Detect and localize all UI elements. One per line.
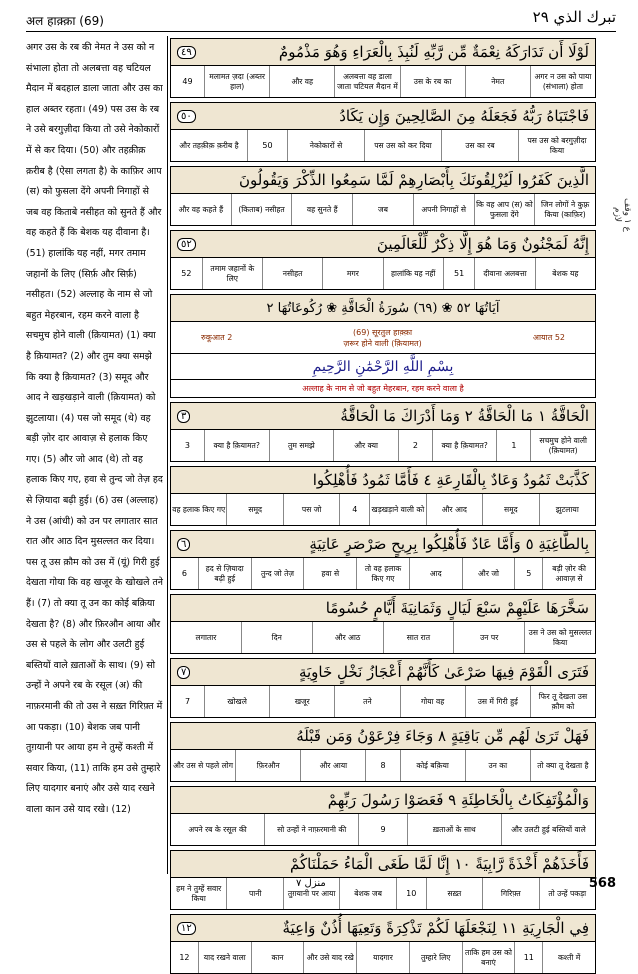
word-meaning-cell: कश्ती में — [542, 942, 595, 973]
bismillah: بِسْمِ اللَّهِ الرَّحْمَٰنِ الرَّحِيمِ — [170, 354, 596, 380]
word-meaning-cell: 9 — [358, 814, 407, 845]
ayah-line — [170, 594, 596, 622]
ayah-text: بِالطَّاغِيَةِ ٥ وَأَمَّا عَادٌ فَأُهْلِكُوا بِرِيحٍ صَرْصَرٍ عَاتِيَةٍ — [309, 535, 589, 553]
ayah-number: ٦ — [177, 538, 190, 551]
ayah-blocks-top — [170, 38, 596, 290]
word-meaning-row — [170, 814, 596, 846]
word-meaning-cell: और वह — [269, 66, 334, 97]
translation-column — [26, 38, 163, 870]
translation-segment: समूद और आद ने खड़खड़ाने वाली (क़ियामत) को झुटलाया। (4) पस जो समूद (थे) वह बड़ी ज़ोर दार आवाज़ से हलाक किए गए। (5) — [26, 371, 156, 465]
ayah-text: فَاجْتَبَاهُ رَبُّهُ فَجَعَلَهُ مِنَ الصَّالِحِينَ وَإِن يَكَادُ — [339, 107, 589, 125]
word-meaning-cell: हवा से — [303, 558, 356, 589]
translation-segment: और फ़िरऔन आया और उस से पहले के लोग और उलटी हुई बस्तियों वाले ख़ताओं के साथ। (9) सो उन्हों ने अपने रब के रसूल (अ) की नाफ़रमानी की तो उस ने सख़्त गिरिफ़्त में आ पकड़ा। (10) — [26, 618, 163, 733]
word-meaning-cell: सख़्त — [426, 878, 482, 909]
word-meaning-cell: जिन लोगों ने कुफ़्र किया (काफ़िर) — [534, 194, 595, 225]
ayah-line — [170, 466, 596, 494]
word-meaning-cell: 51 — [443, 258, 475, 289]
word-meaning-cell: पस उस को कर दिया — [364, 130, 441, 161]
word-meaning-cell: नसीहत — [262, 258, 322, 289]
bismillah-translation: अल्लाह के नाम से जो बहुत मेहरबान, रहम करने वाला है — [170, 380, 596, 398]
translation-segment: हालांकि यह नहीं, मगर तमाम जहानों के लिए (सिर्फ़ और सिर्फ़) नसीहत। (52) — [26, 247, 146, 301]
ayah-line — [170, 102, 596, 130]
word-meaning-cell: हम ने तुम्हें सवार किया — [176, 883, 222, 903]
ayah-line — [170, 850, 596, 878]
word-meaning-cell: उस के रब का — [400, 66, 465, 97]
word-meaning-cell: तुन्द जो तेज़ — [251, 558, 304, 589]
word-meaning-cell: पस उस को बरगुज़ीदा किया — [518, 130, 595, 161]
word-meaning-cell: हद से ज़ियादा बढ़ी हुई — [198, 558, 251, 589]
word-meaning-cell: 7 — [184, 696, 191, 706]
word-meaning-cell: नेमत — [465, 66, 530, 97]
translation-segment: तो क्या तू उन का कोई बक़िया देखता है? (8) — [26, 598, 155, 630]
surah-heading-text: آيَاتُهَا ٥٢ ❀ (٦٩) سُورَةُ الْحَاقَّةِ ❀ رُكُوعَاتُهَا ٢ — [266, 300, 500, 316]
ayah-number: ٣ — [177, 410, 190, 423]
translation-segment: अगर उस के रब की नेमत ने उस को न संभाला होता तो अलबत्ता वह चटियल मैदान में बदहाल डाला जाता और उस का हाल अब्तर रहता। (49) — [26, 42, 163, 115]
word-meaning-cell: 1 — [496, 430, 530, 461]
translation-segment: पस उस के रब ने उसे बरगुज़ीदा किया तो उसे नेकोकारों में से कर दिया। (50) — [26, 103, 160, 156]
word-meaning-cell: कोई बक़िया — [400, 750, 465, 781]
word-meaning-row — [170, 258, 596, 290]
surah-heading — [170, 294, 596, 322]
word-meaning-cell: तुग़यानी पर आया — [283, 878, 339, 909]
word-meaning-cell: और तहक़ीक़ क़रीब है — [179, 140, 239, 150]
word-meaning-cell: समूद — [482, 494, 538, 525]
ruku-mark: ع ١ وقف لازم — [612, 198, 632, 232]
ayah-line — [170, 402, 596, 430]
word-meaning-cell: अपनी निगाहों से — [413, 194, 474, 225]
word-meaning-cell: 6 — [181, 568, 187, 578]
word-meaning-cell: अलबत्ता वह डाला जाता चटियल मैदान में — [334, 66, 399, 97]
word-meaning-cell: सचमुच होने वाली (क़ियामत) — [530, 430, 595, 461]
word-meaning-cell: मलामत ज़दा (अब्तर हाल) — [204, 66, 269, 97]
ayah-text: فَهَلْ تَرَىٰ لَهُم مِّن بَاقِيَةٍ ٨ وَجَاءَ فِرْعَوْنُ وَمَن قَبْلَهُ — [296, 727, 589, 745]
word-meaning-cell: नेकोकारों से — [287, 130, 364, 161]
ayah-text: سَخَّرَهَا عَلَيْهِمْ سَبْعَ لَيَالٍ وَثَمَانِيَةَ أَيَّامٍ حُسُومًا — [325, 599, 589, 617]
word-meaning-cell: पानी — [226, 878, 282, 909]
word-meaning-cell: खोखले — [204, 686, 269, 717]
ayah-line — [170, 658, 596, 686]
ayah-text: وَالْمُؤْتَفِكَاتُ بِالْخَاطِئَةِ ٩ فَعَصَوْا رَسُولَ رَبِّهِمْ — [327, 791, 589, 809]
manzil-label: منزل ٧ — [296, 878, 326, 889]
word-meaning-cell: वह हलाक किए गए — [172, 504, 226, 514]
ayah-text: فَأَخَذَهُمْ أَخْذَةً رَّابِيَةً ١٠ إِنَّا لَمَّا طَغَى الْمَاءُ حَمَلْنَاكُمْ — [290, 855, 589, 873]
ayah-text: فِي الْجَارِيَةِ ١١ لِنَجْعَلَهَا لَكُمْ تَذْكِرَةً وَتَعِيَهَا أُذُنٌ وَاعِيَةٌ — [282, 919, 589, 937]
ayah-number: ٥٠ — [177, 110, 196, 123]
word-meaning-cell: 12 — [179, 952, 190, 962]
ayah-text: الَّذِينَ كَفَرُوا لَيُزْلِقُونَكَ بِأَبْصَارِهِمْ لَمَّا سَمِعُوا الذِّكْرَ وَيَقُولُونَ — [238, 171, 589, 189]
word-meaning-cell: सात रात — [383, 622, 454, 653]
word-meaning-cell: और आठ — [312, 622, 383, 653]
word-meaning-cell: 11 — [514, 942, 542, 973]
word-meaning-cell: क्या है क़ियामत? — [432, 430, 497, 461]
page-footer — [26, 878, 616, 896]
word-meaning-cell: 8 — [365, 750, 399, 781]
column-divider — [167, 36, 168, 874]
ayah-number: ٥٢ — [177, 238, 196, 251]
word-meaning-cell: उस में गिरी हुई — [465, 686, 530, 717]
word-meaning-cell: और आया — [300, 750, 365, 781]
word-meaning-cell: तो वह हलाक किए गए — [356, 558, 409, 589]
word-meaning-cell: सो उन्हों ने नाफ़रमानी की — [264, 814, 358, 845]
word-meaning-cell: कान — [251, 942, 304, 973]
word-meaning-cell: तो क्या तू देखता है — [530, 750, 595, 781]
word-meaning-cell: तने — [334, 686, 399, 717]
word-meaning-cell: बेशक जब — [339, 878, 395, 909]
word-meaning-cell: उन का — [465, 750, 530, 781]
word-meaning-cell: समूद — [226, 494, 282, 525]
ayah-count: आयात 52 — [532, 333, 565, 342]
page-header — [26, 10, 616, 32]
word-meaning-row — [170, 194, 596, 226]
word-meaning-cell: फ़िरऔन — [235, 750, 300, 781]
word-meaning-cell: और उलटी हुई बस्तियों वाले — [501, 814, 595, 845]
word-meaning-cell: अगर न उस को पाया (संभाला) होता — [530, 66, 595, 97]
word-meaning-cell: पस जो — [283, 494, 339, 525]
word-meaning-cell: दीवाना अलबत्ता — [474, 258, 534, 289]
word-meaning-cell: तुम्हारे लिए — [409, 942, 462, 973]
word-meaning-cell: कि वह आप (स) को फुसला देंगे — [474, 194, 535, 225]
ayah-text: إِنَّهُ لَمَجْنُونٌ وَمَا هُوَ إِلَّا ذِكْرٌ لِّلْعَالَمِينَ — [376, 235, 589, 253]
word-meaning-cell: और जो — [462, 558, 515, 589]
word-meaning-cell: उस का रब — [441, 130, 518, 161]
word-meaning-cell: याद रखने वाला — [198, 942, 251, 973]
word-meaning-cell: यादगार — [356, 942, 409, 973]
ayah-text: فَتَرَى الْقَوْمَ فِيهَا صَرْعَىٰ كَأَنَّهُمْ أَعْجَازُ نَخْلٍ خَاوِيَةٍ — [298, 663, 589, 681]
word-meaning-cell: 2 — [398, 430, 432, 461]
ruku-count: रुकूआत 2 — [201, 333, 233, 342]
word-meaning-cell: 50 — [247, 130, 287, 161]
ayah-line — [170, 786, 596, 814]
surah-name-hindi: अल हाक़्क़ा (69) — [26, 14, 104, 28]
word-meaning-cell: 49 — [182, 76, 193, 86]
ayah-number: ١٢ — [177, 922, 196, 935]
word-meaning-cell: खजूर — [269, 686, 334, 717]
ayah-text: لَوْلَا أَن تَدَارَكَهُ نِعْمَةٌ مِّن رَّبِّهِ لَنُبِذَ بِالْعَرَاءِ وَهُوَ مَذْمُومٌ — [278, 43, 589, 61]
word-meaning-cell: बड़ी ज़ोर की आवाज़ से — [542, 558, 595, 589]
word-meaning-cell: और क्या — [333, 430, 398, 461]
translation-segment: बेशक जब पानी तुग़यानी पर आया हम ने तुम्हें कश्ती में सवार किया, (11) — [26, 721, 154, 774]
ayah-line — [170, 722, 596, 750]
juz-name-arabic: تبرك الذي ٢٩ — [532, 8, 616, 26]
page-number: 568 — [588, 876, 616, 891]
ayah-text: الْحَاقَّةُ ١ مَا الْحَاقَّةُ ٢ وَمَا أَدْرَاكَ مَا الْحَاقَّةُ — [340, 407, 589, 425]
word-meaning-cell: आद — [409, 558, 462, 589]
word-meaning-cell: और उस से पहले लोग — [173, 760, 233, 770]
word-meaning-cell: उन पर — [453, 622, 524, 653]
word-meaning-cell: क्या है क़ियामत? — [204, 430, 269, 461]
word-meaning-cell: वह सुनते हैं — [291, 194, 352, 225]
ayah-number: ٧ — [177, 666, 190, 679]
word-meaning-cell: बेशक यह — [535, 258, 595, 289]
surah-info — [170, 322, 596, 354]
word-meaning-cell: तमाम जहानों के लिए — [202, 258, 262, 289]
word-meaning-row — [170, 686, 596, 718]
surah-title-block — [343, 327, 421, 349]
translation-segment: और जो आद (थे) तो वह हलाक किए गए, हवा से तुन्द जो तेज़ हद से ज़ियादा बढ़ी हुई। (6) — [26, 453, 163, 507]
ayah-line — [170, 530, 596, 558]
word-meaning-row — [170, 558, 596, 590]
word-meaning-row — [170, 430, 596, 462]
translation-segment: सचमुच होने वाली (क़ियामत) (1) क्या है क़ियामत? (2) और तुम क्या समझे कि क्या है क़ियामत? (3) — [26, 330, 156, 383]
ayah-line — [170, 166, 596, 194]
ayah-text: كَذَّبَتْ ثَمُودُ وَعَادٌ بِالْقَارِعَةِ ٤ فَأَمَّا ثَمُودُ فَأُهْلِكُوا — [312, 471, 589, 489]
ayah-line — [170, 38, 596, 66]
word-meaning-cell: 4 — [339, 494, 369, 525]
word-meaning-cell: ताकि हम उस को बनाएं — [462, 942, 515, 973]
word-meaning-cell: (किताब) नसीहत — [231, 194, 292, 225]
word-meaning-row — [170, 66, 596, 98]
word-meaning-row — [170, 750, 596, 782]
translation-segment: उस (अल्लाह) ने उस (आंधी) को उन पर लगातार सात रात और आठ दिन मुसल्लत कर दिया। पस तू उस क़ौम को उस में (यूं) गिरी हुई देखता गोया कि वह खजूर के खोखले तने हैं। (7) — [26, 495, 163, 610]
word-meaning-row — [170, 130, 596, 162]
word-meaning-cell: फिर तू देखता उस क़ौम को — [530, 686, 595, 717]
word-meaning-cell: झुटलाया — [539, 494, 595, 525]
word-meaning-cell: 52 — [181, 268, 192, 278]
word-meaning-cell: और उसे याद रखे — [303, 942, 356, 973]
word-meaning-cell: अपने रब के रसूल की — [188, 824, 247, 834]
word-meaning-row — [170, 622, 596, 654]
word-meaning-cell: उस ने उस को मुसल्लत किया — [524, 622, 595, 653]
word-meaning-cell: लगातार — [195, 632, 217, 642]
ayah-line — [170, 230, 596, 258]
word-meaning-cell: गोया वह — [400, 686, 465, 717]
word-meaning-cell: खड़खड़ाने वाली को — [369, 494, 425, 525]
word-meaning-row — [170, 942, 596, 974]
word-meaning-cell: हालांकि यह नहीं — [383, 258, 443, 289]
word-meaning-cell: 10 — [396, 878, 426, 909]
word-meaning-cell: तुम समझे — [269, 430, 334, 461]
word-meaning-cell: 5 — [514, 558, 542, 589]
ayah-number: ٤٩ — [177, 46, 196, 59]
translation-segment: और तहक़ीक़ क़रीब है (ऐसा लगता है) के काफ़िर आप (स) को फुसला देंगे अपनी निगाहों से जब वह किताबे नसीहत को सुनते हैं और वह कहते हैं कि बेशक यह दीवाना है। (51) — [26, 144, 162, 259]
word-meaning-row — [170, 494, 596, 526]
word-meaning-cell: 3 — [184, 440, 190, 450]
word-meaning-cell: जब — [352, 194, 413, 225]
word-meaning-cell: और वह कहते हैं — [178, 204, 224, 214]
word-meaning-cell: दिन — [241, 622, 312, 653]
word-meaning-cell: तो उन्हें पकड़ा — [539, 878, 595, 909]
word-meaning-cell: और आद — [426, 494, 482, 525]
translation-segment: अल्लाह के नाम से जो बहुत मेहरबान, रहम करने वाला है — [26, 289, 153, 321]
surah-title: (69) सूरतुल हाक़्क़ा — [353, 327, 413, 337]
ayah-line — [170, 914, 596, 942]
word-meaning-cell: गिरिफ़्त — [482, 878, 538, 909]
word-meaning-cell: ख़ताओं के साथ — [407, 814, 501, 845]
translation-segment: ताकि हम उसे तुम्हारे लिए यादगार बनाएं और उसे याद रखने वाला कान उसे याद रखे। (12) — [26, 762, 161, 815]
surah-meaning: ज़रूर होने वाली (क़ियामत) — [343, 338, 422, 348]
word-meaning-cell: मगर — [322, 258, 382, 289]
